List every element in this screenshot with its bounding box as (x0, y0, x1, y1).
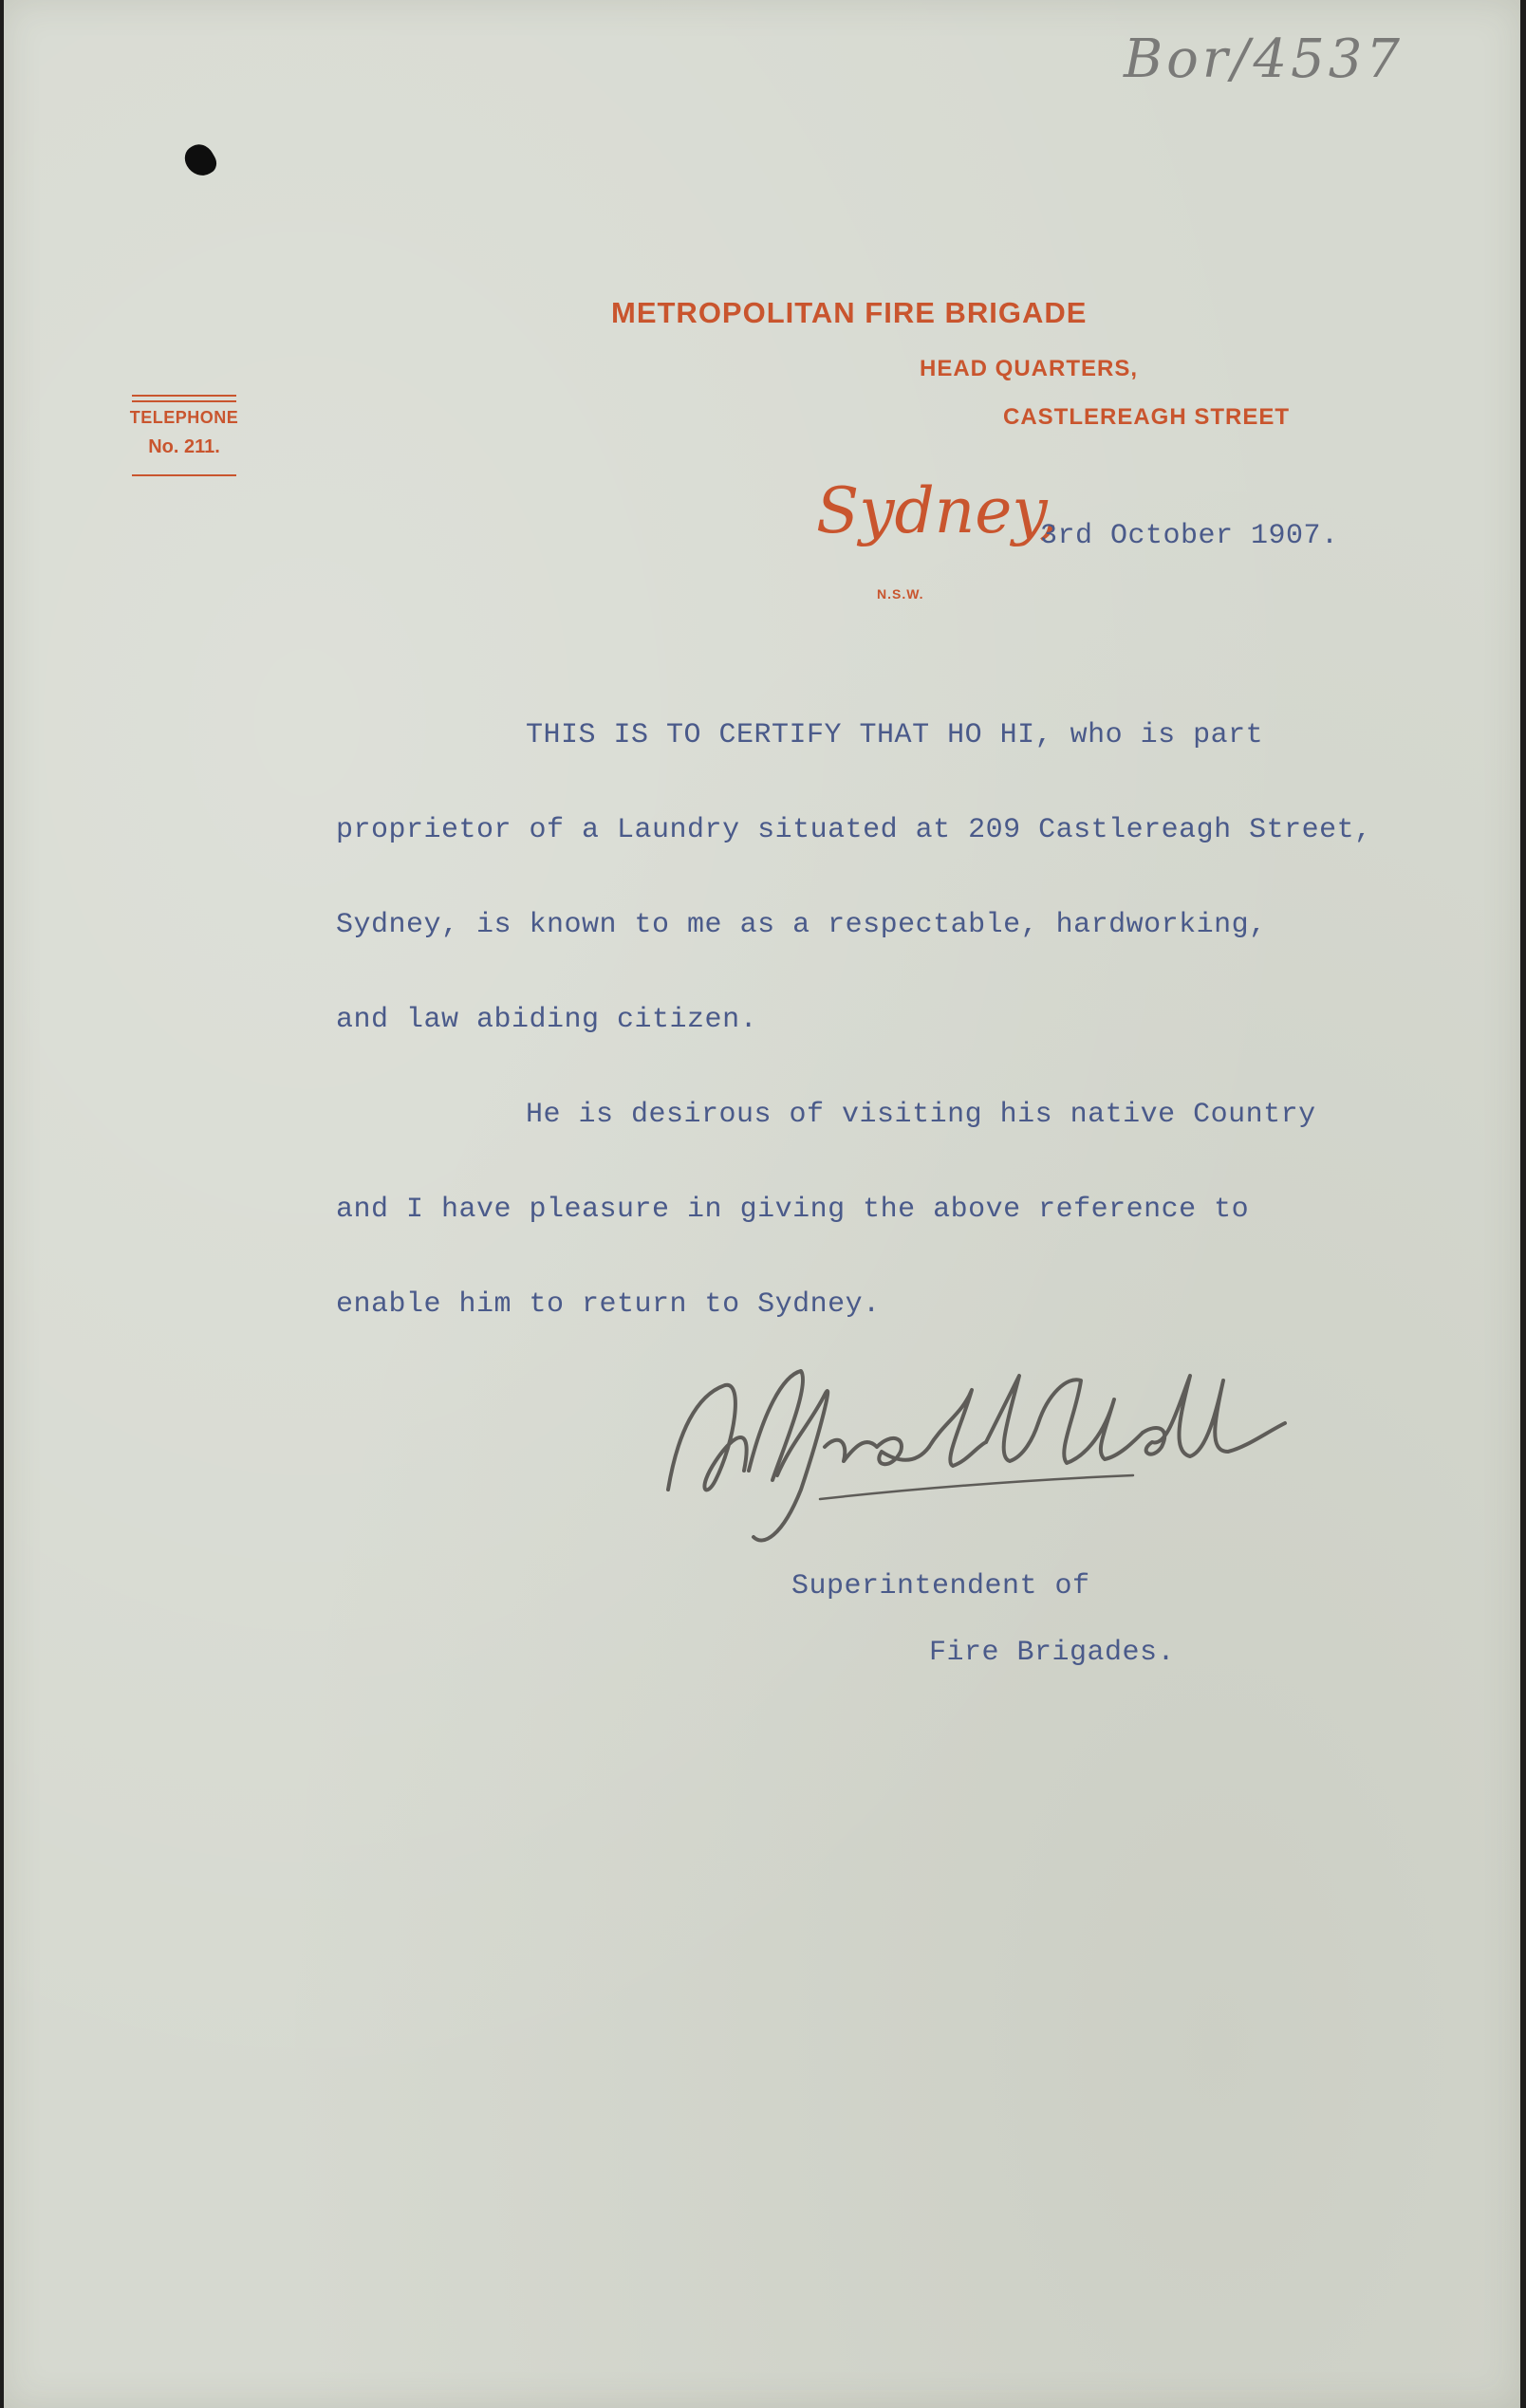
letterhead-address-line-2: CASTLEREAGH STREET (1003, 404, 1291, 430)
body-line: and I have pleasure in giving the above reference to (336, 1194, 1250, 1226)
body-line: and law abiding citizen. (336, 1004, 758, 1036)
body-line: He is desirous of visiting his native Country (526, 1099, 1316, 1131)
signatory-title-line-1: Superintendent of (791, 1570, 1090, 1602)
punch-hole (180, 139, 221, 181)
telephone-number: No. 211. (148, 436, 220, 457)
body-line: proprietor of a Laundry situated at 209 Castlereagh Street, (336, 814, 1372, 846)
signatory-title-line-2: Fire Brigades. (929, 1637, 1176, 1669)
telephone-label: TELEPHONE (129, 408, 239, 427)
letterhead-state: N.S.W. (877, 586, 924, 602)
letterhead-organisation: METROPOLITAN FIRE BRIGADE (611, 296, 1088, 329)
letter-sheet (4, 0, 1520, 2408)
handwritten-signature (659, 1357, 1342, 1547)
body-line: Sydney, is known to me as a respectable, hardworking, (336, 909, 1267, 941)
body-line: THIS IS TO CERTIFY THAT HO HI, who is part (526, 719, 1264, 751)
body-line: enable him to return to Sydney. (336, 1288, 881, 1321)
letterhead-address-line-1: HEAD QUARTERS, (920, 356, 1139, 381)
letter-date: 3rd October 1907. (1040, 520, 1339, 552)
telephone-rule-top-2 (132, 400, 236, 402)
reference-number: Bor/4537 (1124, 28, 1405, 90)
letterhead-city: Sydney, (816, 474, 1059, 547)
telephone-rule-bottom (132, 474, 236, 476)
telephone-rule-top (132, 395, 236, 397)
